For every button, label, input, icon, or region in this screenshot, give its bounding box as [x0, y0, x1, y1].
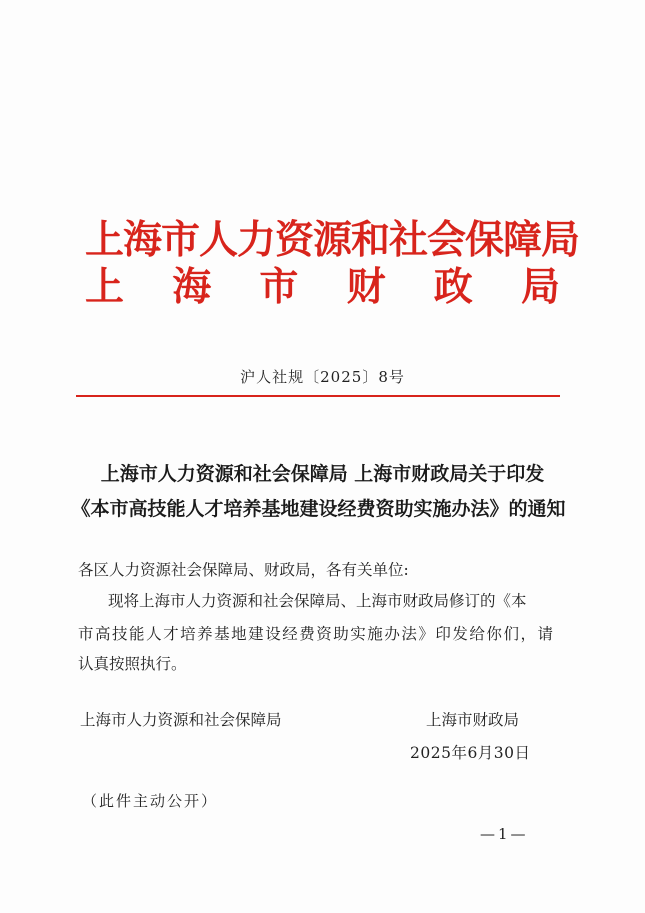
body-paragraph-line-1: 现将上海市人力资源和社会保障局、上海市财政局修订的《本 — [108, 592, 527, 610]
issuing-org-line-1: 上海市人力资源和社会保障局 — [85, 217, 580, 263]
disclosure-note: （此件主动公开） — [82, 792, 219, 810]
document-title-line-2: 《本市高技能人才培养基地建设经费资助实施办法》的通知 — [71, 498, 566, 520]
signature-org-finance: 上海市财政局 — [426, 711, 520, 729]
document-title-line-1: 上海市人力资源和社会保障局 上海市财政局关于印发 — [100, 463, 545, 485]
body-paragraph-line-2: 市高技能人才培养基地建设经费资助实施办法》印发给你们，请 — [78, 625, 553, 643]
red-divider-line — [76, 395, 560, 397]
page-number: —1— — [480, 825, 529, 843]
addressee: 各区人力资源社会保障局、财政局，各有关单位: — [78, 561, 409, 579]
document-number: 沪人社规〔2025〕8号 — [240, 368, 405, 386]
body-paragraph-line-3: 认真按照执行。 — [78, 655, 187, 673]
signature-date: 2025年6月30日 — [410, 744, 531, 762]
signature-org-hrss: 上海市人力资源和社会保障局 — [80, 711, 282, 729]
issuing-org-line-2: 上海市财政局 — [85, 264, 560, 310]
